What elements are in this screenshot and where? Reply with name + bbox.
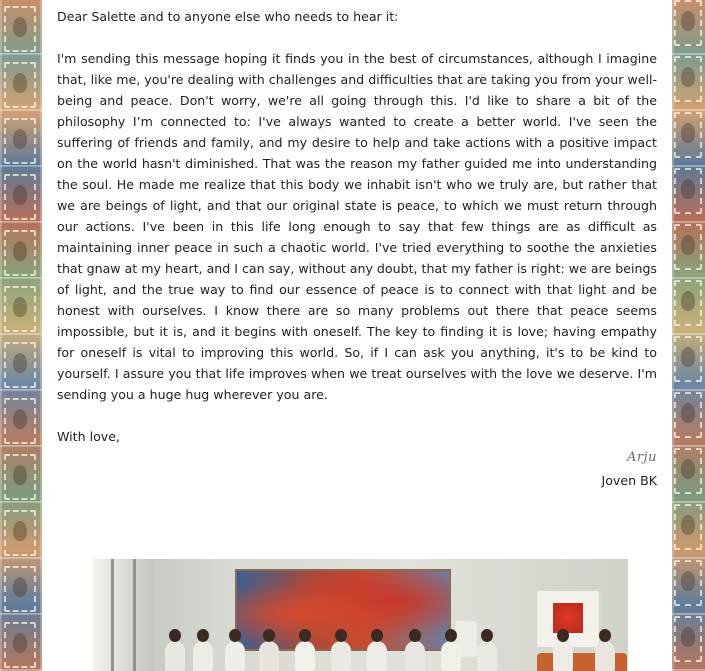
letter-closing: With love, <box>57 429 121 444</box>
stamp-icon <box>4 174 36 220</box>
stamp-icon <box>674 504 702 550</box>
signature-name: Joven BK <box>601 473 657 488</box>
stamp-icon <box>4 62 36 108</box>
stamp-icon <box>4 118 36 164</box>
stamp-icon <box>4 286 36 332</box>
stamp-icon <box>674 112 702 158</box>
stamp-icon <box>4 566 36 612</box>
stamp-icon <box>674 392 702 438</box>
stamp-icon <box>674 56 702 102</box>
letter-page <box>42 0 672 671</box>
stamp-icon <box>674 168 702 214</box>
stamp-icon <box>674 616 702 662</box>
stamp-icon <box>674 560 702 606</box>
stamp-icon <box>674 448 702 494</box>
letter-content <box>57 6 657 447</box>
letter-body: I'm sending this message hoping it finds you in the best of circumstances, although I imagine that, like me, you're dealing with challenges and difficulties that are taking you from your well-being and peace. Don't worry, we're all going through this. I'd like to share a bit of the philosophy I’m connected to: I've always wanted to create a better world. I've seen the suffering of friends and family, and my desire to help and take actions with a positive impact on the world hasn't diminished. That was the reason my father guided me into understanding the soul. He made me realize that this body we inhabit isn't who we truly are, but rather that we are beings of light, and that our original state is peace, to which we must return through our actions. I've been in this life long enough to say that few things are as difficult as maintaining inner peace in such a chaotic world. I've tried everything to soothe the anxieties that gnaw at my heart, and I can say, without any doubt, that my father is right: we are beings of light, and the true way to find our essence of peace is to connect with that light and be honest with ourselves. I know there are so many problems out there that peace seems impossible, but it is, and it begins with oneself. The key to finding it is love; having empathy for oneself is vital to improving this world. So, if I can ask you anything, it's to be kind to yourself. I assure you that life improves when we treat ourselves with the love we deserve. I'm sending you a huge hug wherever you are. <box>57 51 657 402</box>
stamp-icon <box>4 454 36 500</box>
signature-block <box>601 450 657 488</box>
stamp-icon <box>4 6 36 52</box>
stamp-icon <box>4 342 36 388</box>
stamp-icon <box>674 0 702 46</box>
stamp-icon <box>4 398 36 444</box>
stamp-border-left <box>0 0 42 671</box>
handwritten-signature: Arju <box>626 450 657 465</box>
stamp-icon <box>674 336 702 382</box>
stamp-icon <box>4 230 36 276</box>
stamp-icon <box>4 622 36 668</box>
stamp-icon <box>674 224 702 270</box>
letter-salutation: Dear Salette and to anyone else who needs to hear it: <box>57 9 399 24</box>
stamp-border-right <box>672 0 705 671</box>
seated-people <box>155 639 628 671</box>
stamp-icon <box>674 280 702 326</box>
group-photo <box>93 559 628 671</box>
stamp-icon <box>4 510 36 556</box>
